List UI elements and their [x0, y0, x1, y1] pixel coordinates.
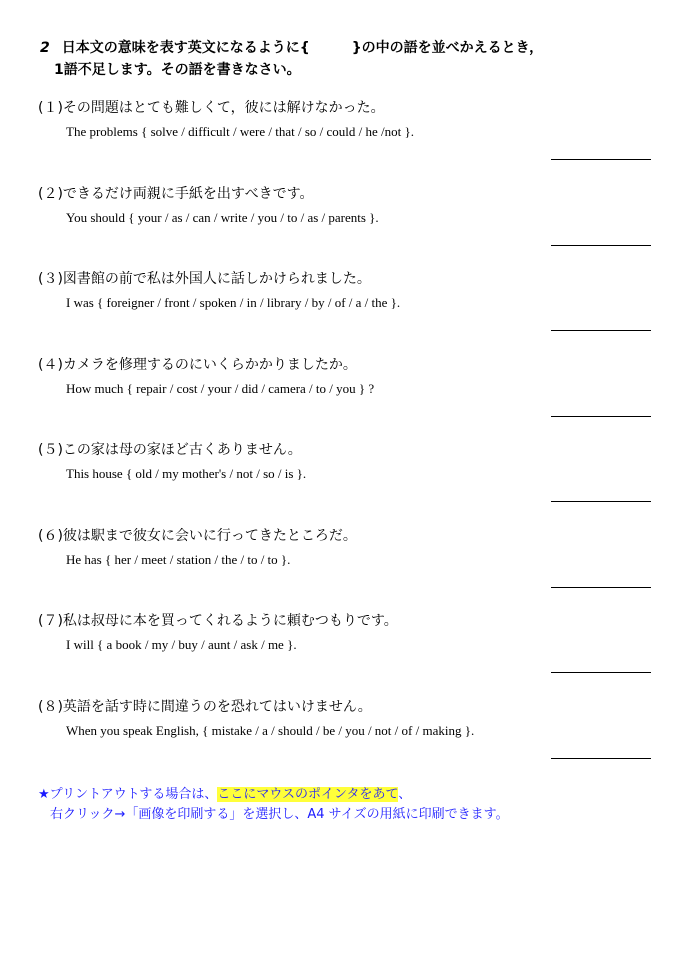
answer-line — [551, 245, 651, 246]
question-japanese: (３)図書館の前で私は外国人に話しかけられました。 — [38, 271, 371, 287]
question-3 — [38, 269, 658, 313]
answer-line — [551, 587, 651, 588]
print-note-highlight[interactable]: ここにマウスのポインタをあて — [217, 787, 399, 802]
question-english: How much { repair / cost / your / did / camera / to / you } ? — [66, 381, 375, 396]
print-note-suffix: 、 — [398, 787, 412, 802]
question-japanese: (１)その問題はとても難しくて，彼には解けなかった。 — [38, 100, 385, 116]
answer-line — [551, 672, 651, 673]
question-2 — [38, 184, 658, 228]
print-note — [38, 785, 509, 825]
question-english: I was { foreigner / front / spoken / in / library / by / of / a / the }. — [66, 295, 401, 310]
question-english: He has { her / meet / station / the / to / to }. — [66, 552, 291, 567]
print-note-line-2: 右クリック→「画像を印刷する」を選択し、A4 サイズの用紙に印刷できます。 — [50, 807, 509, 822]
instruction-heading — [40, 37, 543, 81]
question-japanese: (７)私は叔母に本を買ってくれるように頼むつもりです。 — [38, 613, 398, 629]
question-english: I will { a book / my / buy / aunt / ask / me }. — [66, 637, 297, 652]
question-english: This house { old / my mother's / not / so / is }. — [66, 466, 307, 481]
question-5 — [38, 440, 658, 484]
answer-line — [551, 416, 651, 417]
instruction-line-2: 1語不足します。その語を書きなさい。 — [54, 62, 301, 78]
question-english: You should { your / as / can / write / you / to / as / parents }. — [66, 210, 379, 225]
question-english: The problems { solve / difficult / were / that / so / could / he /not }. — [66, 124, 415, 139]
section-number: 2 — [40, 40, 50, 56]
question-japanese: (４)カメラを修理するのにいくらかかりましたか。 — [38, 357, 357, 373]
print-note-prefix: ★プリントアウトする場合は、 — [38, 787, 218, 802]
question-japanese: (５)この家は母の家ほど古くありません。 — [38, 442, 302, 458]
answer-line — [551, 330, 651, 331]
question-4 — [38, 355, 658, 399]
question-english: When you speak English, { mistake / a / should / be / you / not / of / making }. — [66, 723, 475, 738]
answer-line — [551, 758, 651, 759]
question-8 — [38, 697, 658, 741]
question-japanese: (６)彼は駅まで彼女に会いに行ってきたところだ。 — [38, 528, 357, 544]
instruction-line-1: 日本文の意味を表す英文になるように{ }の中の語を並べかえるとき， — [61, 40, 544, 56]
question-japanese: (２)できるだけ両親に手紙を出すべきです。 — [38, 186, 314, 202]
question-7 — [38, 611, 658, 655]
answer-line — [551, 159, 651, 160]
question-6 — [38, 526, 658, 570]
question-1 — [38, 98, 658, 142]
question-japanese: (８)英語を話す時に間違うのを恐れてはいけません。 — [38, 699, 372, 715]
answer-line — [551, 501, 651, 502]
